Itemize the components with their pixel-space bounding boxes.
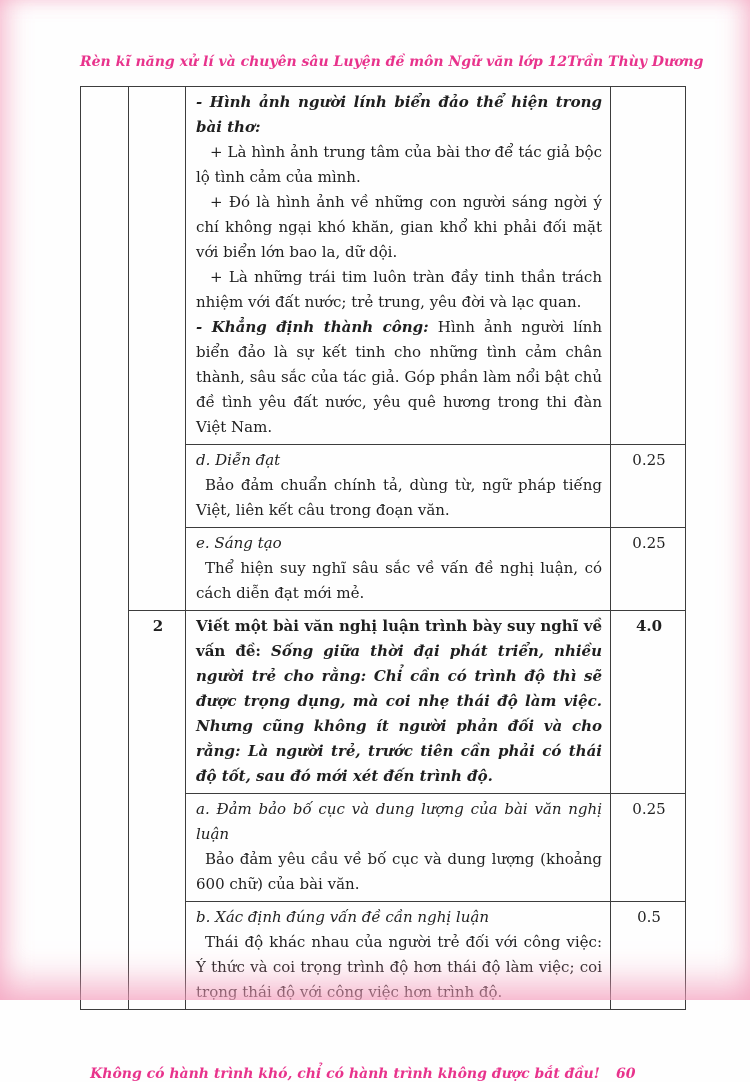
criterion-a-body: Bảo đảm yêu cầu về bố cục và dung lượng (khoảng 600 chữ) của bài văn. — [196, 850, 602, 893]
criterion-a-heading: a. Đảm bảo bố cục và dung lượng của bài văn nghị luận — [196, 800, 602, 843]
book-title: Rèn kĩ năng xử lí và chuyên sâu Luyện đề môn Ngữ văn lớp 12 — [80, 54, 568, 70]
criterion-d-heading: d. Diễn đạt — [196, 451, 281, 469]
criterion-b-heading: b. Xác định đúng vấn đề cần nghị luận — [196, 908, 489, 926]
table-row-q1-continuation — [81, 87, 686, 445]
score-cell-e: 0.25 — [611, 528, 686, 611]
author-name: Trần Thùy Dương — [567, 54, 704, 70]
rubric-point-2: + Đó là hình ảnh về những con người sáng ngời ý chí không ngại khó khăn, gian khổ khi phải đối mặt với biển lớn bao la, dữ dội. — [196, 193, 602, 261]
score-cell-b: 0.5 — [611, 902, 686, 1010]
content-cell-q1 — [186, 87, 611, 445]
criterion-d-body: Bảo đảm chuẩn chính tả, dùng từ, ngữ pháp tiếng Việt, liên kết câu trong đoạn văn. — [196, 476, 602, 519]
question2-number-cell: 2 — [129, 611, 186, 1010]
rubric-point-1: + Là hình ảnh trung tâm của bài thơ để tác giả bộc lộ tình cảm của mình. — [196, 143, 602, 186]
question2-prompt: Sống giữa thời đại phát triển, nhiều người trẻ cho rằng: Chỉ cần có trình độ thì sẽ được trọng dụng, mà coi nhẹ thái độ làm việc. Nhưng cũng không ít người phản đối và cho rằng: Là người trẻ, trước tiên cần phải có thái độ tốt, sau đó mới xét đến trình độ. — [196, 642, 602, 785]
criterion-e-heading: e. Sáng tạo — [196, 534, 282, 552]
content-cell-q2 — [186, 611, 611, 794]
content-cell-e — [186, 528, 611, 611]
page-footer — [80, 1066, 685, 1082]
page-header — [80, 52, 704, 72]
index-column-cell — [81, 87, 129, 1010]
table-row-question-2 — [81, 611, 686, 794]
criterion-b-body: Thái độ khác nhau của người trẻ đối với công việc: Ý thức và coi trọng trình độ hơn thái độ làm việc; coi trọng thái độ với công việc hơn trình độ. — [196, 933, 602, 1001]
rubric-conclusion-text: Hình ảnh người lính biển đảo là sự kết tinh cho những tình cảm chân thành, sâu sắc của tác giả. Góp phần làm nổi bật chủ đề tình yêu đất nước, yêu quê hương trong thi đàn Việt Nam. — [196, 318, 602, 436]
rubric-conclusion-lead: - Khẳng định thành công: — [196, 318, 429, 336]
rubric-conclusion — [196, 315, 602, 440]
score-cell-q1 — [611, 87, 686, 445]
footer-quote: Không có hành trình khó, chỉ có hành trình không được bắt đầu! — [90, 1066, 600, 1082]
criterion-e-body: Thể hiện suy nghĩ sâu sắc về vấn đề nghị luận, có cách diễn đạt mới mẻ. — [196, 559, 602, 602]
content-cell-b — [186, 902, 611, 1010]
score-cell-a: 0.25 — [611, 794, 686, 902]
content-cell-d — [186, 445, 611, 528]
content-cell-a — [186, 794, 611, 902]
question2-lead: Viết một bài văn nghị luận trình bày suy nghĩ về vấn đề: — [196, 617, 602, 660]
rubric-point-3: + Là những trái tim luôn tràn đầy tinh thần trách nhiệm với đất nước; trẻ trung, yêu đời và lạc quan. — [196, 268, 602, 311]
question1-number-cell — [129, 87, 186, 611]
score-cell-d: 0.25 — [611, 445, 686, 528]
page-number: 60 — [616, 1066, 636, 1082]
question2-text — [196, 614, 602, 789]
rubric-heading: - Hình ảnh người lính biển đảo thể hiện trong bài thơ: — [196, 93, 602, 136]
score-cell-q2: 4.0 — [611, 611, 686, 794]
rubric-table — [80, 86, 686, 1010]
